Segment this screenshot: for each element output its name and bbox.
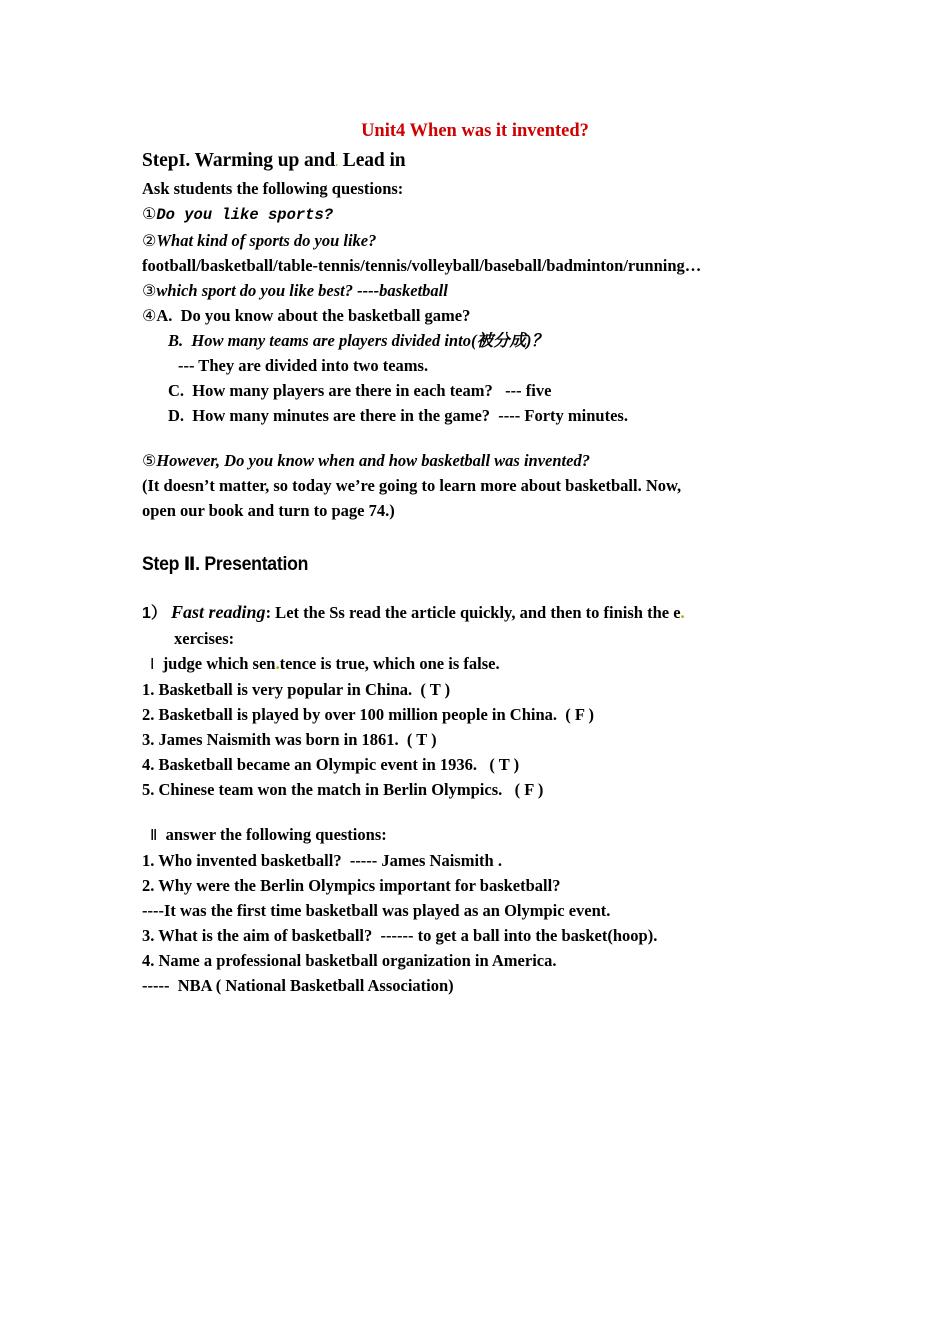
question-item-4-a-text: A. Do you know about the basketball game? — [156, 306, 471, 325]
transition-note-line-1: (It doesn’t matter, so today we’re going to learn more about basketball. Now, — [142, 476, 682, 495]
step-1-intro: Ask students the following questions: — [142, 179, 404, 198]
spacer — [142, 523, 822, 550]
question-item-3-text: which sport do you like best? ----basketball — [156, 281, 448, 300]
question-item-2 — [142, 228, 822, 253]
task-fast-reading-text: : Let the Ss read the article quickly, and then to finish the e — [265, 603, 681, 622]
spellcheck-mark-icon: . — [275, 654, 280, 673]
question-item-4-d-answer: ---- Forty minutes. — [490, 406, 628, 425]
spellcheck-mark-icon: . — [335, 155, 339, 169]
question-item-4-d-question: D. How many minutes are there in the game? — [168, 406, 491, 425]
question-item-1 — [142, 201, 822, 228]
exercise-section-i-title-a: judge which sen — [162, 654, 276, 673]
spacer — [142, 580, 822, 600]
task-fast-reading — [142, 600, 822, 626]
answer-item: 3. What is the aim of basketball? ------ to get a ball into the basket(hoop). — [142, 926, 658, 945]
true-false-item: 4. Basketball became an Olympic event in 1936. ( T ) — [142, 755, 520, 774]
exercise-section-ii-title — [142, 822, 822, 848]
step-1-heading — [142, 147, 822, 176]
question-item-3-marker: ③ — [142, 281, 157, 300]
question-item-2-marker: ② — [142, 231, 157, 250]
question-item-1-text: Do you like sports? — [156, 206, 334, 224]
true-false-item: 1. Basketball is very popular in China. ( T ) — [142, 680, 451, 699]
answer-item: 2. Why were the Berlin Olympics important for basketball? — [142, 876, 561, 895]
question-item-5-marker: ⑤ — [142, 451, 157, 470]
true-false-item: 3. James Naismith was born in 1861. ( T ) — [142, 730, 437, 749]
answer-item: 1. Who invented basketball? ----- James Naismith . — [142, 851, 502, 870]
task-fast-reading-continuation: xercises: — [174, 629, 235, 648]
sports-list: football/basketball/table-tennis/tennis/volleyball/baseball/badminton/running… — [142, 256, 702, 275]
answer-item: 4. Name a professional basketball organization in America. — [142, 951, 557, 970]
question-item-4-b-answer: --- They are divided into two teams. — [178, 356, 429, 375]
answer-item: ----- NBA ( National Basketball Association) — [142, 976, 454, 995]
question-item-4-a — [142, 303, 822, 328]
step-1-heading-rest: . Warming up and — [185, 150, 336, 171]
step-1-heading-tail: Lead in — [338, 150, 406, 171]
exercise-section-i-title — [142, 651, 822, 677]
question-item-5 — [142, 448, 822, 473]
question-item-4-b: B. How many teams are players divided into(被分成)？ — [168, 331, 548, 350]
question-item-4-c — [142, 378, 822, 403]
task-fast-reading-emphasis: Fast reading — [171, 602, 266, 622]
question-item-4-c-answer: --- five — [492, 381, 552, 400]
question-item-4-c-question: C. How many players are there in each team? — [168, 381, 493, 400]
transition-note-line-2: open our book and turn to page 74.) — [142, 501, 395, 520]
question-item-4-d — [142, 403, 822, 428]
true-false-item: 2. Basketball is played by over 100 million people in China. ( F ) — [142, 705, 594, 724]
page-title: Unit4 When was it invented? — [361, 121, 589, 141]
question-item-4-marker: ④ — [142, 306, 157, 325]
spacer — [142, 428, 822, 448]
true-false-item: 5. Chinese team won the match in Berlin Olympics. ( F ) — [142, 780, 544, 799]
question-item-2-text: What kind of sports do you like? — [156, 231, 377, 250]
question-item-3 — [142, 278, 822, 303]
exercise-section-ii-title-text: answer the following questions: — [165, 825, 387, 844]
spellcheck-mark-icon: . — [680, 603, 685, 622]
question-item-5-text: However, Do you know when and how basketball was invented? — [156, 451, 590, 470]
question-item-1-marker: ① — [142, 204, 157, 223]
document-body — [142, 118, 822, 998]
spacer — [142, 802, 822, 822]
step-1-heading-roman: I — [178, 150, 186, 170]
step-2-heading: Step Ⅱ. Presentation — [142, 554, 309, 575]
step-1-heading-prefix: Step — [142, 150, 179, 171]
exercise-section-i-title-b: tence is true, which one is false. — [279, 654, 500, 673]
answer-item: ----It was the first time basketball was played as an Olympic event. — [142, 901, 611, 920]
exercise-section-i-marker: Ⅰ — [150, 656, 155, 673]
task-fast-reading-number: 1） — [142, 605, 167, 622]
exercise-section-ii-marker: Ⅱ — [150, 827, 158, 844]
